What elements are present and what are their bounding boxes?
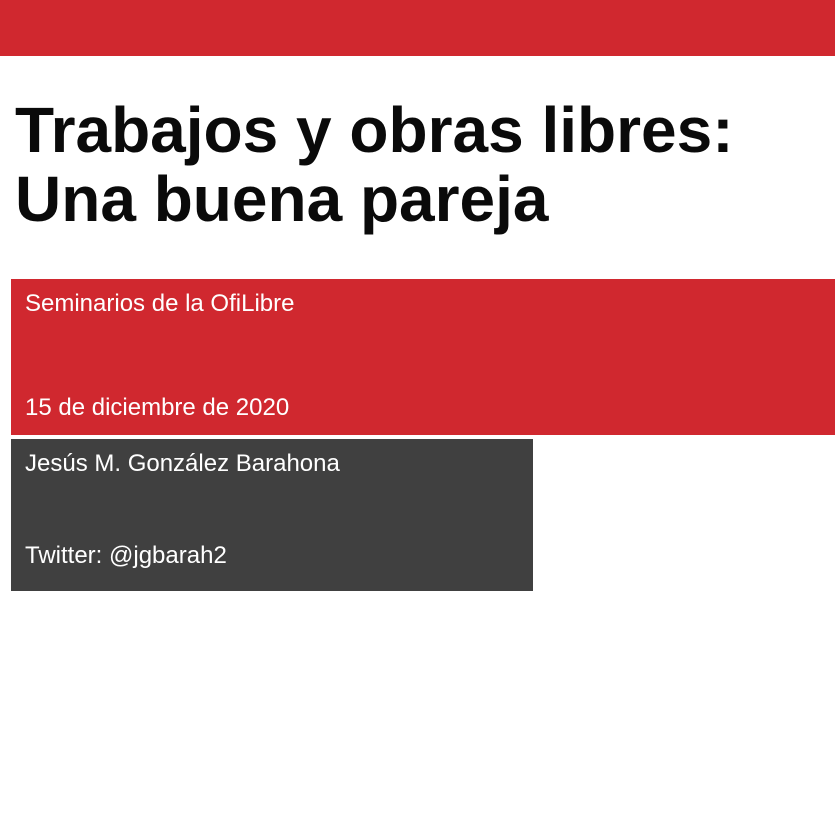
seminar-date-text: 15 de diciembre de 2020 [25, 394, 290, 421]
title-line-2: Una buena pareja [15, 163, 549, 235]
slide-title [15, 96, 833, 234]
event-info-box [11, 279, 835, 435]
author-twitter-text: Twitter: @jgbarah2 [25, 542, 227, 569]
top-accent-bar [0, 0, 835, 56]
title-line-1: Trabajos y obras libres: [15, 94, 734, 166]
author-name-text: Jesús M. González Barahona [25, 450, 340, 477]
author-info-box [11, 439, 533, 591]
seminar-series-text: Seminarios de la OfiLibre [25, 290, 295, 317]
